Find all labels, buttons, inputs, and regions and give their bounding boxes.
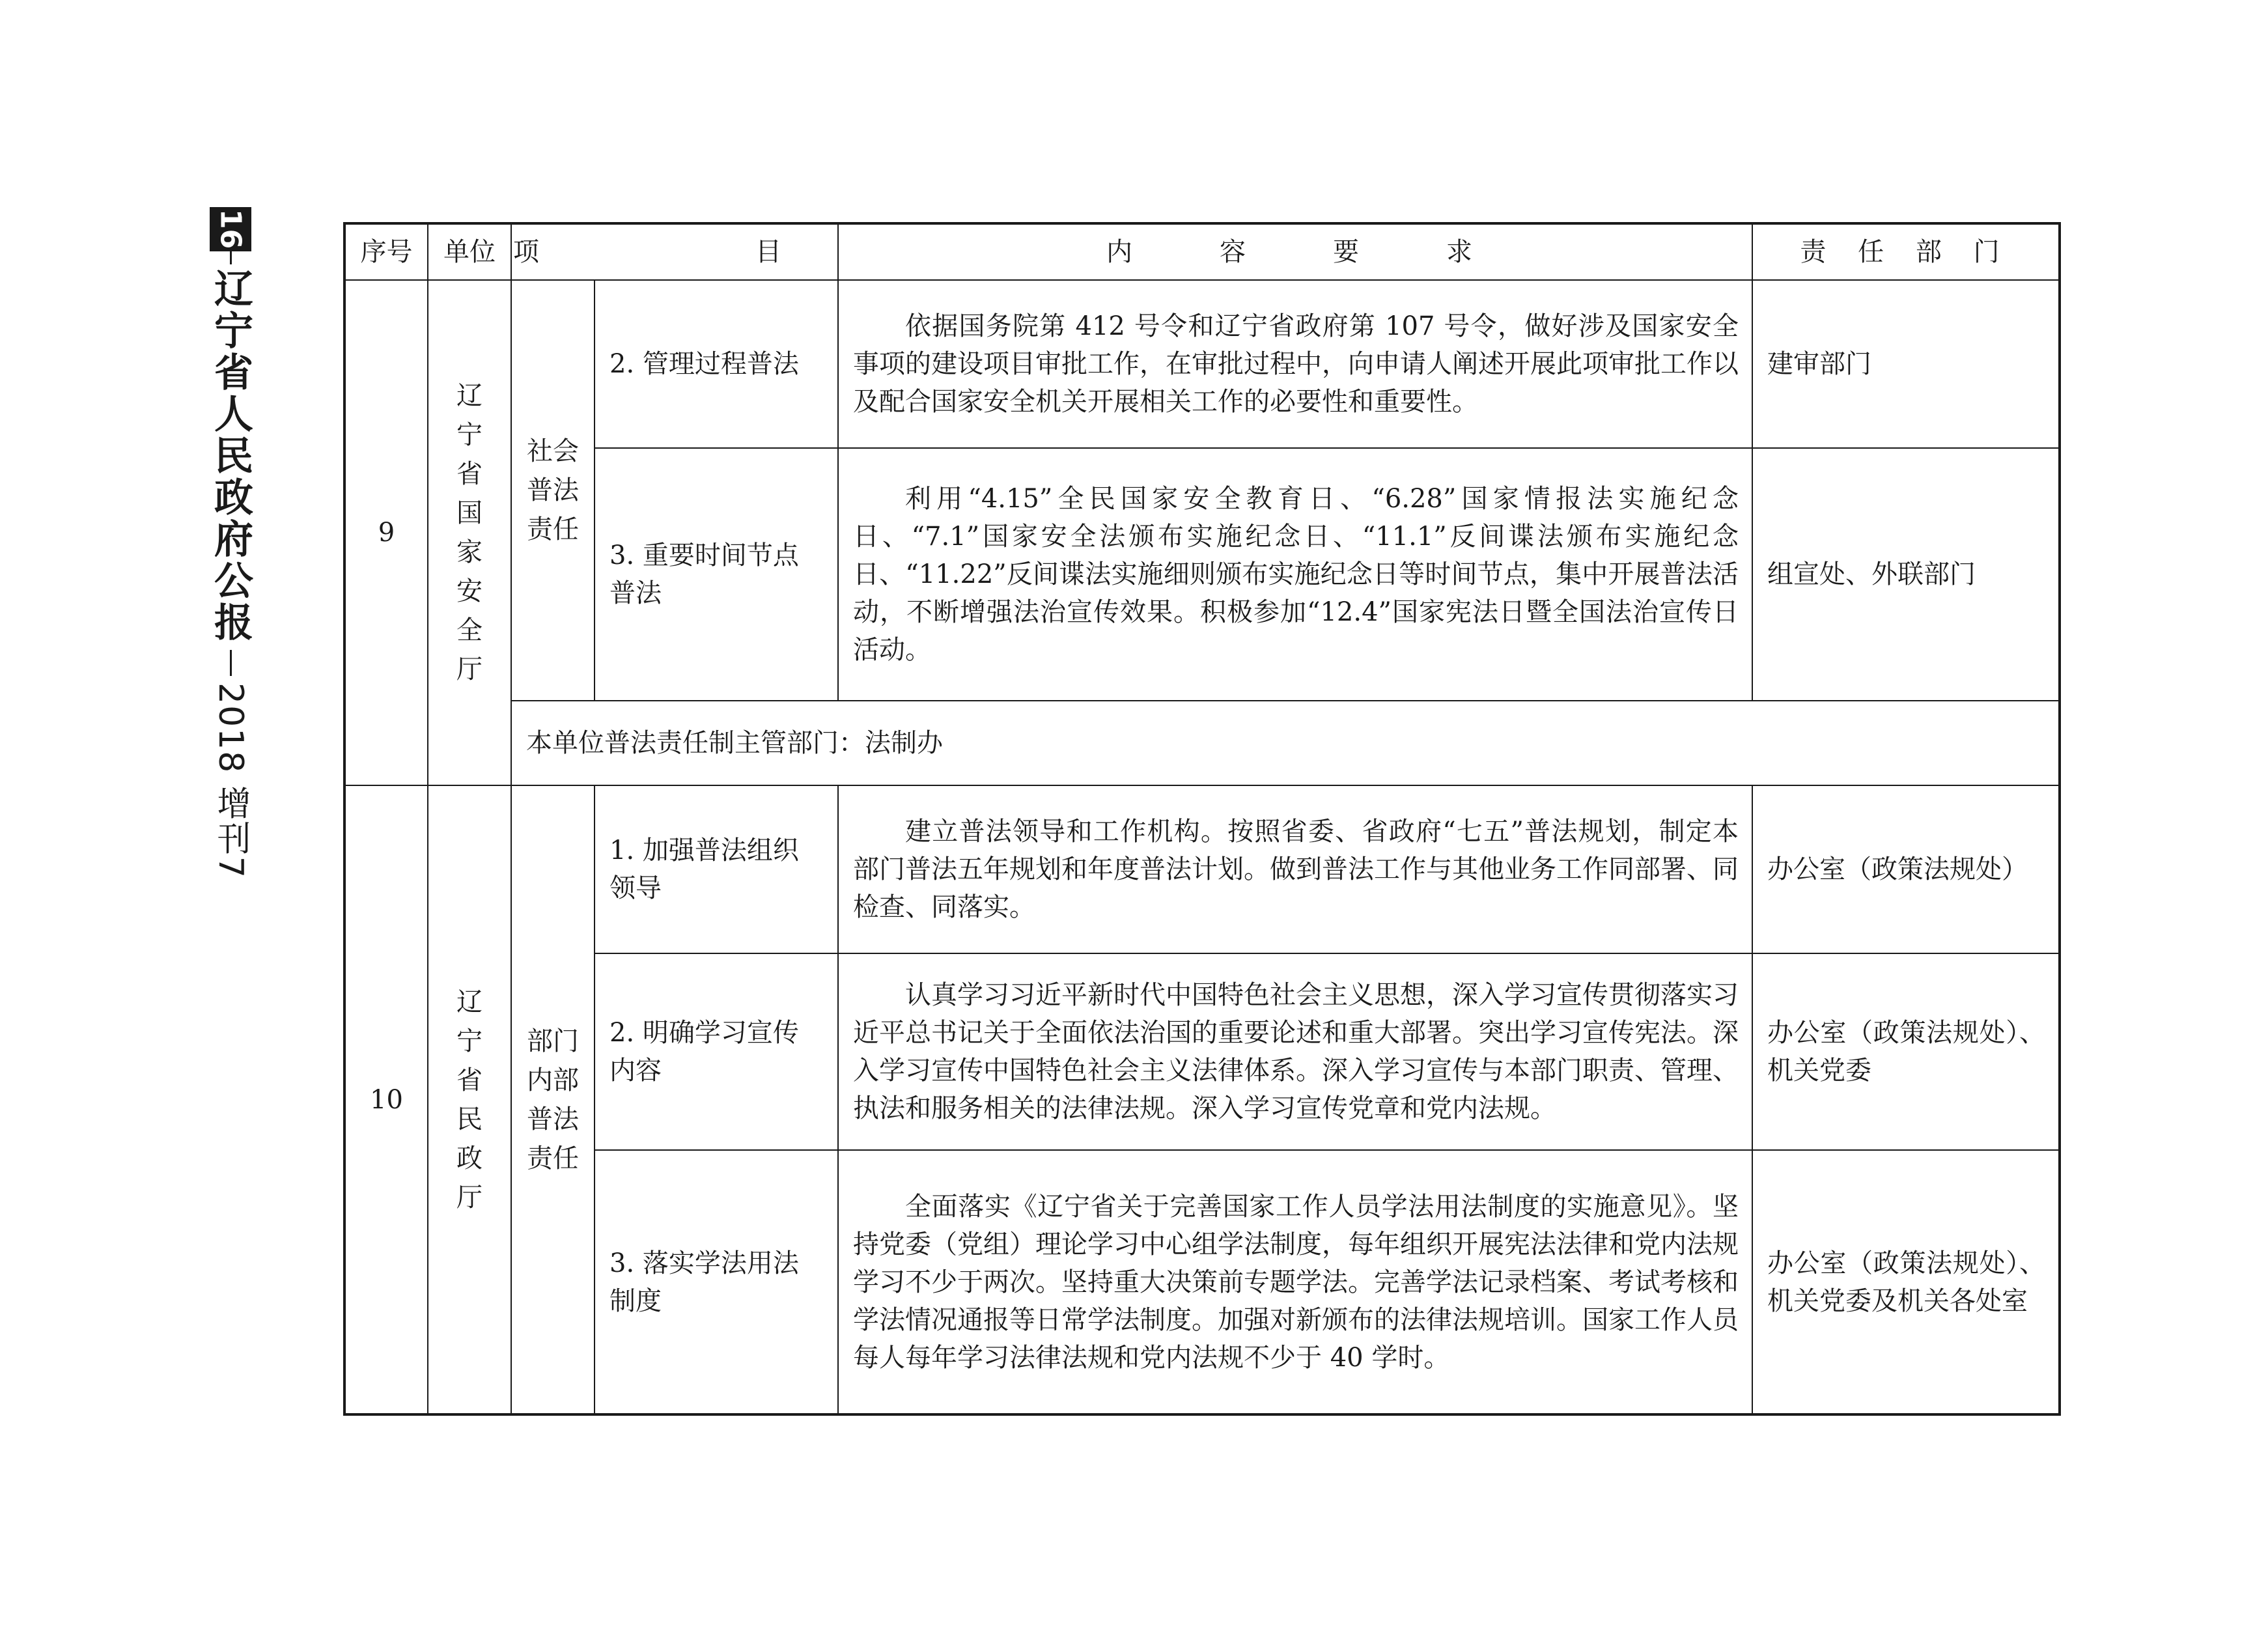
unit-label: 辽宁省民政厅 — [456, 987, 483, 1213]
table-header-row — [344, 223, 2060, 280]
header-department — [1752, 223, 2060, 280]
row-department: 组宣处、外联部门 — [1752, 448, 2060, 701]
category-label: 部门内部普法责任 — [527, 1026, 579, 1173]
header-item-label: 项 目 — [513, 237, 836, 267]
row-department: 办公室（政策法规处）、机关党委 — [1752, 953, 2060, 1150]
header-requirement-label: 内 容 要 求 — [1106, 237, 1484, 267]
row-requirement: 全面落实《辽宁省关于完善国家工作人员学法用法制度的实施意见》。坚持党委（党组）理论学习中心组学法制度，每年组织开展宪法法律和党内法规学习不少于两次。坚持重大决策前专题学法。完善学法记录档案、考试考核和学法情况通报等日常学法制度。加强对新颁布的法律法规培训。国家工作人员每人每年学习法律法规和党内法规不少于 40 学时。 — [838, 1150, 1752, 1414]
row-requirement: 依据国务院第 412 号令和辽宁省政府第 107 号令，做好涉及国家安全事项的建设项目审批工作，在审批过程中，向申请人阐述开展此项审批工作以及配合国家安全机关开展相关工作的必要性和重要性。 — [838, 280, 1752, 448]
header-separator — [230, 650, 232, 676]
row-requirement: 认真学习习近平新时代中国特色社会主义思想，深入学习宣传贯彻落实习近平总书记关于全面依法治国的重要论述和重大部署。突出学习宣传宪法。深入学习宣传中国特色社会主义法律体系。深入学习宣传与本部门职责、管理、执法和服务相关的法律法规。深入学习宣传党章和党内法规。 — [838, 953, 1752, 1150]
journal-side-header — [210, 207, 251, 879]
table-row — [344, 448, 2060, 701]
row-department: 建审部门 — [1752, 280, 2060, 448]
category-label: 社会普法责任 — [527, 436, 579, 544]
header-seq: 序号 — [344, 223, 428, 280]
table-row — [344, 280, 2060, 448]
header-rule — [230, 251, 232, 264]
table-row — [344, 785, 2060, 953]
header-item — [511, 223, 838, 280]
issue-label: 2018 增刊7 — [211, 682, 250, 879]
row-department: 办公室（政策法规处）、机关党委及机关各处室 — [1752, 1150, 2060, 1414]
table-row — [344, 953, 2060, 1150]
table-row-note — [344, 701, 2060, 785]
header-unit: 单位 — [428, 223, 511, 280]
row-item: 2. 管理过程普法 — [595, 280, 838, 448]
row-unit — [428, 785, 511, 1414]
responsibility-table — [343, 222, 2061, 1416]
row-item: 1. 加强普法组织领导 — [595, 785, 838, 953]
row-requirement: 建立普法领导和工作机构。按照省委、省政府“七五”普法规划，制定本部门普法五年规划和年度普法计划。做到普法工作与其他业务工作同部署、同检查、同落实。 — [838, 785, 1752, 953]
row-seq: 9 — [344, 280, 428, 785]
table-row — [344, 1150, 2060, 1414]
row-category — [511, 785, 595, 1414]
page-number: 16 — [210, 207, 251, 251]
header-department-label: 责 任 部 门 — [1800, 237, 2011, 267]
row-item: 3. 落实学法用法制度 — [595, 1150, 838, 1414]
row-item: 2. 明确学习宣传内容 — [595, 953, 838, 1150]
row-item: 3. 重要时间节点普法 — [595, 448, 838, 701]
row-requirement: 利用“4.15”全民国家安全教育日、“6.28”国家情报法实施纪念日、“7.1”国家安全法颁布实施纪念日、“11.1”反间谍法颁布实施纪念日、“11.22”反间谍法实施细则颁布实施纪念日等时间节点，集中开展普法活动，不断增强法治宣传效果。积极参加“12.4”国家宪法日暨全国法治宣传日活动。 — [838, 448, 1752, 701]
unit-label: 辽宁省国家安全厅 — [456, 381, 483, 684]
row-unit — [428, 280, 511, 785]
row-seq: 10 — [344, 785, 428, 1414]
row-note: 本单位普法责任制主管部门：法制办 — [511, 701, 2060, 785]
header-requirement — [838, 223, 1752, 280]
row-category — [511, 280, 595, 701]
row-department: 办公室（政策法规处） — [1752, 785, 2060, 953]
journal-title: 辽宁省人民政府公报 — [208, 268, 253, 643]
